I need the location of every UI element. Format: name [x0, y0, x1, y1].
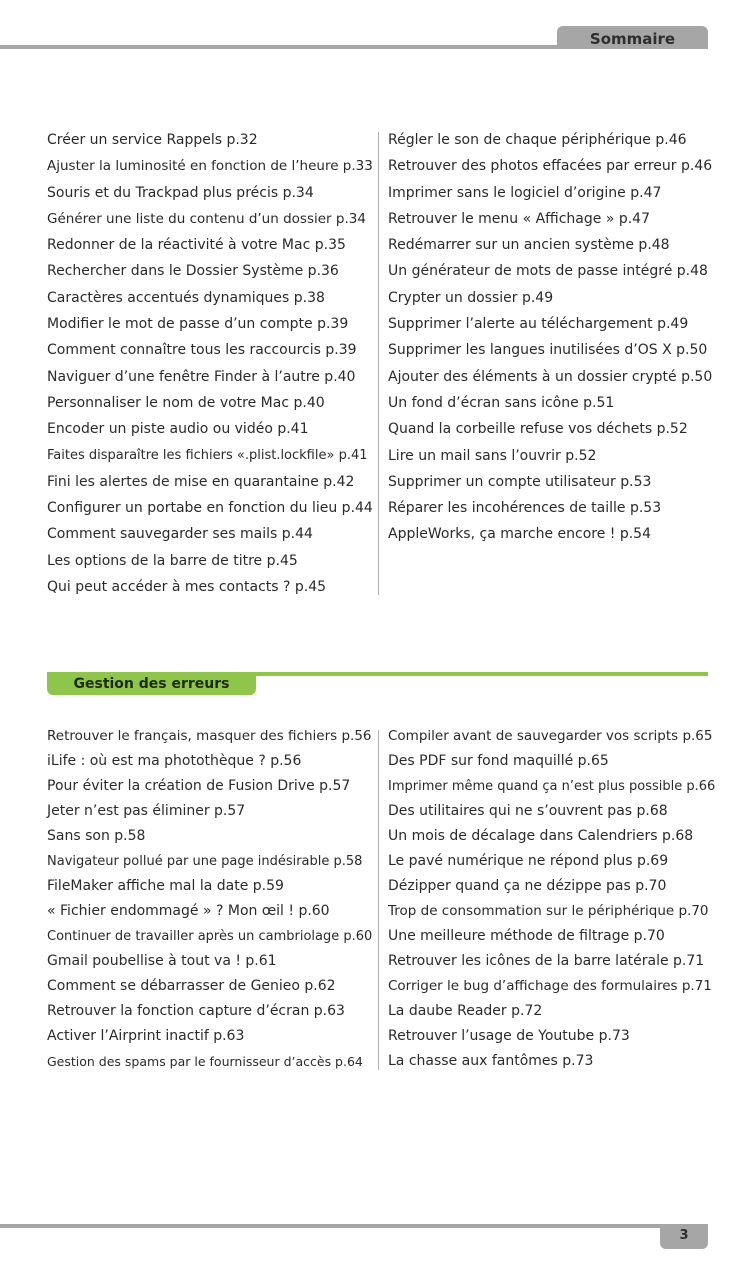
toc-entry: Réparer les incohérences de taille p.53: [388, 500, 662, 517]
toc-entry: Un fond d’écran sans icône p.51: [388, 394, 615, 411]
toc-entry: Supprimer l’alerte au téléchargement p.49: [388, 316, 689, 333]
page-number: 3: [660, 1224, 708, 1249]
toc-entry: Créer un service Rappels p.32: [47, 132, 258, 148]
toc-column-right: [388, 127, 718, 548]
toc-entry: Qui peut accéder à mes contacts ? p.45: [47, 579, 327, 596]
toc-entry: Supprimer les langues inutilisées d’OS X p.50: [388, 342, 708, 359]
toc-entry: Retrouver des photos effacées par erreur p.46: [388, 158, 713, 175]
column-divider: [378, 132, 379, 595]
toc-entry: Une meilleure méthode de filtrage p.70: [388, 928, 665, 944]
toc-entry: FileMaker affiche mal la date p.59: [47, 878, 284, 894]
toc-entry: Continuer de travailler après un cambriolage p.60: [47, 929, 373, 944]
toc-entry: Pour éviter la création de Fusion Drive p.57: [47, 778, 351, 794]
toc-entry: Redémarrer sur un ancien système p.48: [388, 237, 670, 254]
toc-entry: Dézipper quand ça ne dézippe pas p.70: [388, 878, 667, 894]
section-title: Gestion des erreurs: [47, 674, 256, 695]
toc-entry: Des utilitaires qui ne s’ouvrent pas p.68: [388, 803, 668, 819]
toc-entry: Modifier le mot de passe d’un compte p.39: [47, 316, 349, 333]
toc-entry: Fini les alertes de mise en quarantaine p.42: [47, 473, 355, 490]
toc-entry: Jeter n’est pas éliminer p.57: [47, 803, 246, 819]
toc-entry: Gestion des spams par le fournisseur d’accès p.64: [47, 1054, 363, 1069]
toc-entry: Retrouver le français, masquer des fichiers p.56: [47, 728, 372, 744]
toc-entry: AppleWorks, ça marche encore ! p.54: [388, 526, 651, 543]
toc-entry: Le pavé numérique ne répond plus p.69: [388, 853, 669, 869]
toc-column-left: [47, 724, 373, 1074]
toc-entry: Des PDF sur fond maquillé p.65: [388, 753, 609, 769]
toc-entry: Souris et du Trackpad plus précis p.34: [47, 184, 314, 201]
toc-entry: Naviguer d’une fenêtre Finder à l’autre p.40: [47, 368, 356, 385]
toc-entry: Personnaliser le nom de votre Mac p.40: [47, 394, 325, 411]
toc-entry: Caractères accentués dynamiques p.38: [47, 289, 325, 306]
toc-entry: Comment sauvegarder ses mails p.44: [47, 526, 313, 543]
toc-entry: Ajouter des éléments à un dossier crypté p.50: [388, 368, 713, 385]
toc-entry: Encoder un piste audio ou vidéo p.41: [47, 421, 309, 438]
toc-entry: Activer l’Airprint inactif p.63: [47, 1028, 245, 1044]
toc-entry: Un générateur de mots de passe intégré p.48: [388, 263, 708, 280]
toc-entry: Rechercher dans le Dossier Système p.36: [47, 263, 339, 280]
toc-entry: Retrouver la fonction capture d’écran p.63: [47, 1003, 345, 1019]
toc-entry: iLife : où est ma photothèque ? p.56: [47, 753, 302, 769]
toc-entry: Retrouver le menu « Affichage » p.47: [388, 210, 650, 227]
toc-entry: Compiler avant de sauvegarder vos scripts p.65: [388, 728, 713, 744]
toc-entry: Ajuster la luminosité en fonction de l’heure p.33: [47, 158, 373, 175]
toc-entry: Crypter un dossier p.49: [388, 289, 554, 306]
toc-entry: Imprimer même quand ça n’est plus possible p.66: [388, 779, 716, 794]
toc-entry: Générer une liste du contenu d’un dossier p.34: [47, 210, 366, 227]
column-divider: [378, 730, 379, 1070]
toc-entry: Supprimer un compte utilisateur p.53: [388, 473, 652, 490]
toc-entry: Régler le son de chaque périphérique p.46: [388, 132, 687, 148]
toc-entry: Faites disparaître les fichiers «.plist.lockfile» p.41: [47, 447, 368, 463]
toc-entry: Gmail poubellise à tout va ! p.61: [47, 953, 277, 969]
toc-entry: La daube Reader p.72: [388, 1003, 543, 1019]
toc-entry: Configurer un portabe en fonction du lieu p.44: [47, 500, 373, 517]
footer-rule: [0, 1224, 708, 1228]
toc-entry: La chasse aux fantômes p.73: [388, 1053, 594, 1069]
toc-column-left: [47, 127, 373, 600]
toc-entry: Sans son p.58: [47, 828, 146, 844]
toc-entry: Comment connaître tous les raccourcis p.39: [47, 342, 357, 359]
toc-entry: Navigateur pollué par une page indésirable p.58: [47, 854, 363, 869]
toc-entry: Trop de consommation sur le périphérique p.70: [388, 903, 709, 919]
toc-entry: Redonner de la réactivité à votre Mac p.35: [47, 237, 346, 254]
toc-entry: Comment se débarrasser de Genieo p.62: [47, 978, 336, 994]
toc-entry: Les options de la barre de titre p.45: [47, 552, 298, 569]
toc-entry: Corriger le bug d’affichage des formulaires p.71: [388, 978, 712, 994]
toc-entry: Lire un mail sans l’ouvrir p.52: [388, 447, 597, 464]
toc-entry: Retrouver les icônes de la barre latérale p.71: [388, 953, 705, 969]
page-title: Sommaire: [557, 26, 708, 49]
toc-entry: Retrouver l’usage de Youtube p.73: [388, 1028, 630, 1044]
toc-column-right: [388, 724, 718, 1074]
toc-entry: Un mois de décalage dans Calendriers p.68: [388, 828, 694, 844]
toc-entry: « Fichier endommagé » ? Mon œil ! p.60: [47, 903, 330, 919]
toc-entry: Imprimer sans le logiciel d’origine p.47: [388, 184, 662, 201]
toc-entry: Quand la corbeille refuse vos déchets p.52: [388, 421, 688, 438]
